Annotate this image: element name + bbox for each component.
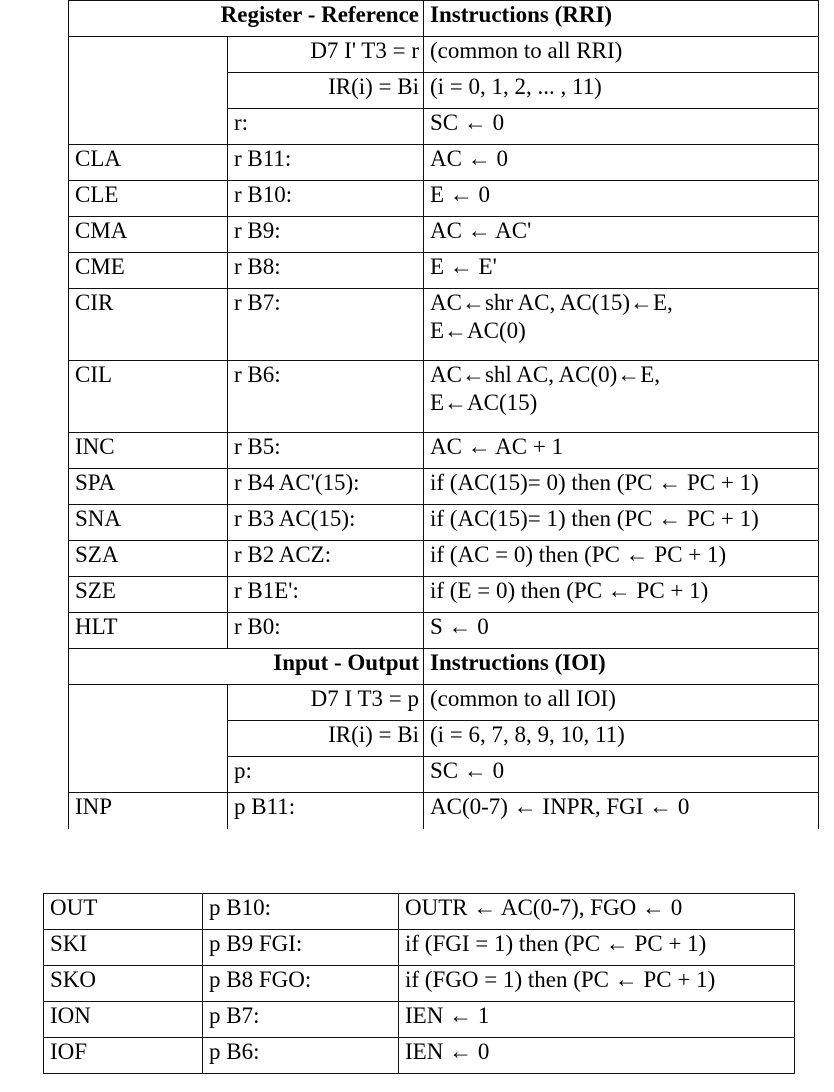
instruction-table: [68, 0, 819, 829]
instr-action-line1: AC←shl AC, AC(0)←E,: [430, 362, 661, 387]
ioi-header-row: [69, 649, 819, 685]
rri-common-row: [69, 37, 819, 73]
instr-action: AC ← 0: [424, 145, 819, 181]
table-row: [69, 469, 819, 505]
table-row: [44, 1002, 795, 1038]
ioi-p-action: SC ← 0: [424, 757, 819, 793]
instr-action: [424, 361, 819, 433]
table-row: [69, 793, 819, 829]
rri-ir-rhs: (i = 0, 1, 2, ... , 11): [424, 73, 819, 109]
instr-action: if (AC(15)= 0) then (PC ← PC + 1): [424, 469, 819, 505]
instr-cond: p B7:: [203, 1002, 399, 1038]
instr-action: E ← 0: [424, 181, 819, 217]
table-row: [44, 1038, 795, 1074]
table-row: [69, 433, 819, 469]
table-row: [69, 505, 819, 541]
ioi-p-cond: p:: [228, 757, 424, 793]
instr-name: INP: [69, 793, 228, 829]
instr-action: if (FGO = 1) then (PC ← PC + 1): [399, 966, 795, 1002]
instr-action: AC ← AC + 1: [424, 433, 819, 469]
rri-header-right: Instructions (RRI): [424, 1, 819, 37]
instr-action: IEN ← 0: [399, 1038, 795, 1074]
instr-name: INC: [69, 433, 228, 469]
instr-action: if (E = 0) then (PC ← PC + 1): [424, 577, 819, 613]
rri-ir-lhs: IR(i) = Bi: [228, 73, 424, 109]
ioi-ir-rhs: (i = 6, 7, 8, 9, 10, 11): [424, 721, 819, 757]
instr-name: SPA: [69, 469, 228, 505]
table-row: [69, 217, 819, 253]
instr-name: SZA: [69, 541, 228, 577]
rri-common-rhs: (common to all RRI): [424, 37, 819, 73]
table-row: [44, 894, 795, 930]
ioi-common-lhs: D7 I T3 = p: [228, 685, 424, 721]
ioi-common-row: [69, 685, 819, 721]
blank-cell: [69, 37, 228, 145]
table-row: [44, 930, 795, 966]
table-row: [69, 145, 819, 181]
instr-cond: r B9:: [228, 217, 424, 253]
instr-cond: r B3 AC(15):: [228, 505, 424, 541]
instr-action: E ← E': [424, 253, 819, 289]
table-row: [69, 541, 819, 577]
instr-action: AC ← AC': [424, 217, 819, 253]
instr-cond: r B5:: [228, 433, 424, 469]
instr-cond: r B1E':: [228, 577, 424, 613]
instr-name: SNA: [69, 505, 228, 541]
instr-cond: r B6:: [228, 361, 424, 433]
instr-cond: r B11:: [228, 145, 424, 181]
instr-cond: p B8 FGO:: [203, 966, 399, 1002]
instr-name: CIR: [69, 289, 228, 361]
instr-name: CIL: [69, 361, 228, 433]
instr-action-line2: E←AC(0): [430, 318, 526, 343]
instr-name: CME: [69, 253, 228, 289]
rri-r-cond: r:: [228, 109, 424, 145]
instr-cond: r B4 AC'(15):: [228, 469, 424, 505]
instr-action: S ← 0: [424, 613, 819, 649]
ioi-header-right: Instructions (IOI): [424, 649, 819, 685]
instr-cond: r B10:: [228, 181, 424, 217]
instr-name: CLE: [69, 181, 228, 217]
rri-header-row: [69, 1, 819, 37]
table-row: [69, 289, 819, 361]
instr-cond: r B2 ACZ:: [228, 541, 424, 577]
instr-cond: p B6:: [203, 1038, 399, 1074]
instr-name: SZE: [69, 577, 228, 613]
instr-action: if (FGI = 1) then (PC ← PC + 1): [399, 930, 795, 966]
instr-action: IEN ← 1: [399, 1002, 795, 1038]
ioi-header-left: Input - Output: [69, 649, 424, 685]
table-row: [69, 253, 819, 289]
instr-name: ION: [44, 1002, 203, 1038]
instr-name: CLA: [69, 145, 228, 181]
instr-name: HLT: [69, 613, 228, 649]
instruction-table-continued: [43, 893, 795, 1074]
table-row: [69, 577, 819, 613]
ioi-ir-lhs: IR(i) = Bi: [228, 721, 424, 757]
instr-action-line2: E←AC(15): [430, 390, 538, 415]
instr-cond: p B11:: [228, 793, 424, 829]
instr-cond: p B10:: [203, 894, 399, 930]
instr-name: SKO: [44, 966, 203, 1002]
rri-common-lhs: D7 I' T3 = r: [228, 37, 424, 73]
rri-r-action: SC ← 0: [424, 109, 819, 145]
instr-name: IOF: [44, 1038, 203, 1074]
table-row: [69, 181, 819, 217]
instr-cond: r B0:: [228, 613, 424, 649]
instr-name: OUT: [44, 894, 203, 930]
instr-cond: p B9 FGI:: [203, 930, 399, 966]
ioi-common-rhs: (common to all IOI): [424, 685, 819, 721]
instr-action: if (AC(15)= 1) then (PC ← PC + 1): [424, 505, 819, 541]
instr-cond: r B8:: [228, 253, 424, 289]
instr-name: CMA: [69, 217, 228, 253]
rri-header-left: Register - Reference: [69, 1, 424, 37]
table-row: [69, 613, 819, 649]
table-row: [69, 361, 819, 433]
table-row: [44, 966, 795, 1002]
instr-name: SKI: [44, 930, 203, 966]
blank-cell: [69, 685, 228, 793]
instr-action-line1: AC←shr AC, AC(15)←E,: [430, 290, 673, 315]
instr-action: if (AC = 0) then (PC ← PC + 1): [424, 541, 819, 577]
instr-action: AC(0-7) ← INPR, FGI ← 0: [424, 793, 819, 829]
instr-cond: r B7:: [228, 289, 424, 361]
instr-action: OUTR ← AC(0-7), FGO ← 0: [399, 894, 795, 930]
instr-action: [424, 289, 819, 361]
